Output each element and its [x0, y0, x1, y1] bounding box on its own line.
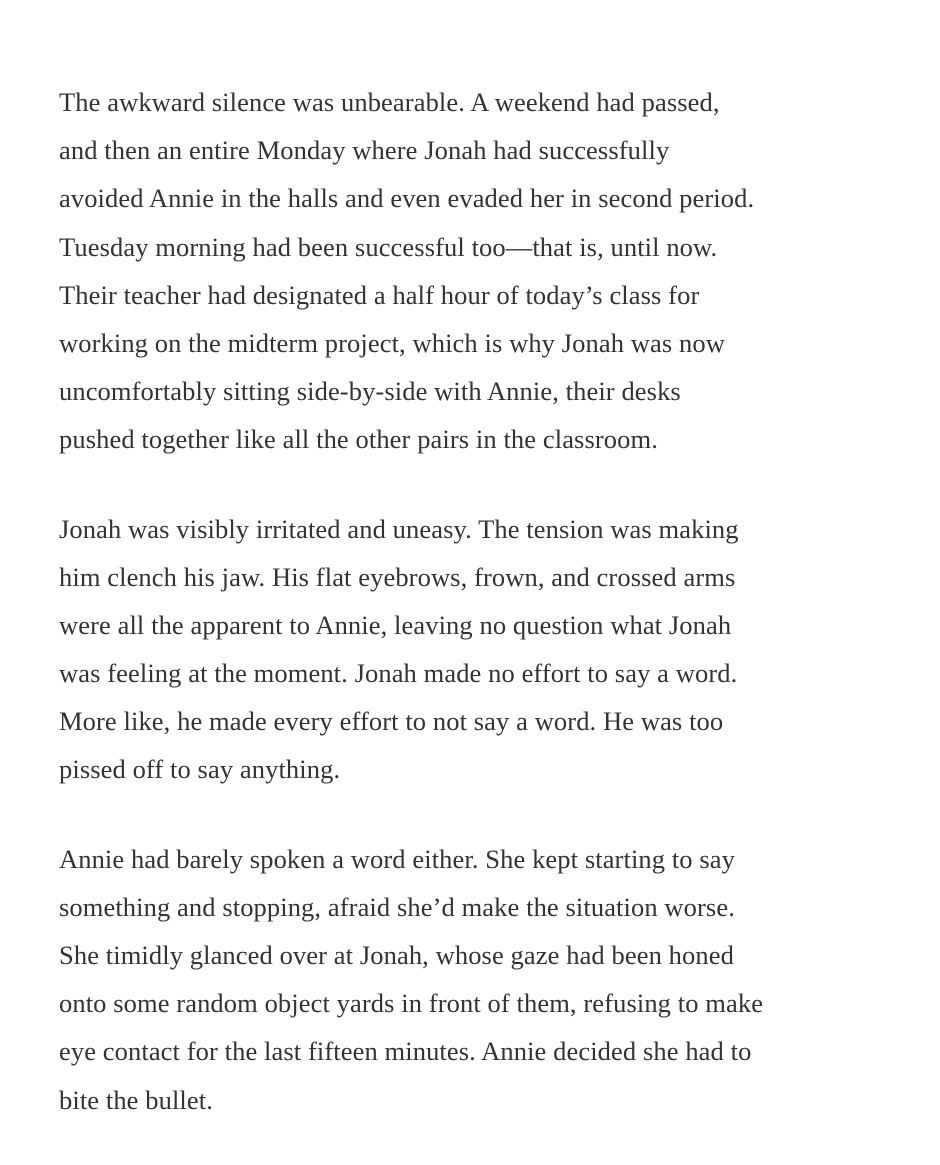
text-line: him clench his jaw. His flat eyebrows, frown, and crossed arms: [59, 561, 736, 592]
paragraph-2: [59, 505, 889, 794]
text-line: and then an entire Monday where Jonah had successfully: [59, 135, 670, 166]
text-line: uncomfortably sitting side-by-side with Annie, their desks: [59, 376, 681, 407]
text-line: something and stopping, afraid she’d make the situation worse.: [59, 891, 735, 922]
text-line: eye contact for the last fifteen minutes. Annie decided she had to: [59, 1036, 752, 1067]
text-line: bite the bullet.: [59, 1084, 213, 1115]
text-line: avoided Annie in the halls and even evaded her in second period.: [59, 183, 755, 214]
story-text: [59, 78, 889, 1165]
text-line: She timidly glanced over at Jonah, whose gaze had been honed: [59, 940, 734, 970]
text-line: was feeling at the moment. Jonah made no effort to say a word.: [59, 658, 738, 689]
paragraph-1: [59, 78, 889, 464]
text-line: More like, he made every effort to not say a word. He was too: [59, 706, 724, 737]
paragraph-3: [59, 835, 889, 1124]
text-line: were all the apparent to Annie, leaving no question what Jonah: [59, 609, 732, 640]
text-line: Annie had barely spoken a word either. She kept starting to say: [59, 843, 735, 874]
text-line: onto some random object yards in front of them, refusing to make: [59, 988, 764, 1019]
text-line: Jonah was visibly irritated and uneasy. The tension was making: [59, 513, 739, 544]
text-line: pissed off to say anything.: [59, 754, 341, 785]
text-line: Tuesday morning had been successful too—that is, until now.: [59, 231, 718, 262]
text-line: pushed together like all the other pairs in the classroom.: [59, 424, 658, 455]
text-line: The awkward silence was unbearable. A weekend had passed,: [59, 87, 720, 117]
text-line: Their teacher had designated a half hour of today’s class for: [59, 279, 700, 310]
text-line: working on the midterm project, which is why Jonah was now: [59, 327, 725, 358]
